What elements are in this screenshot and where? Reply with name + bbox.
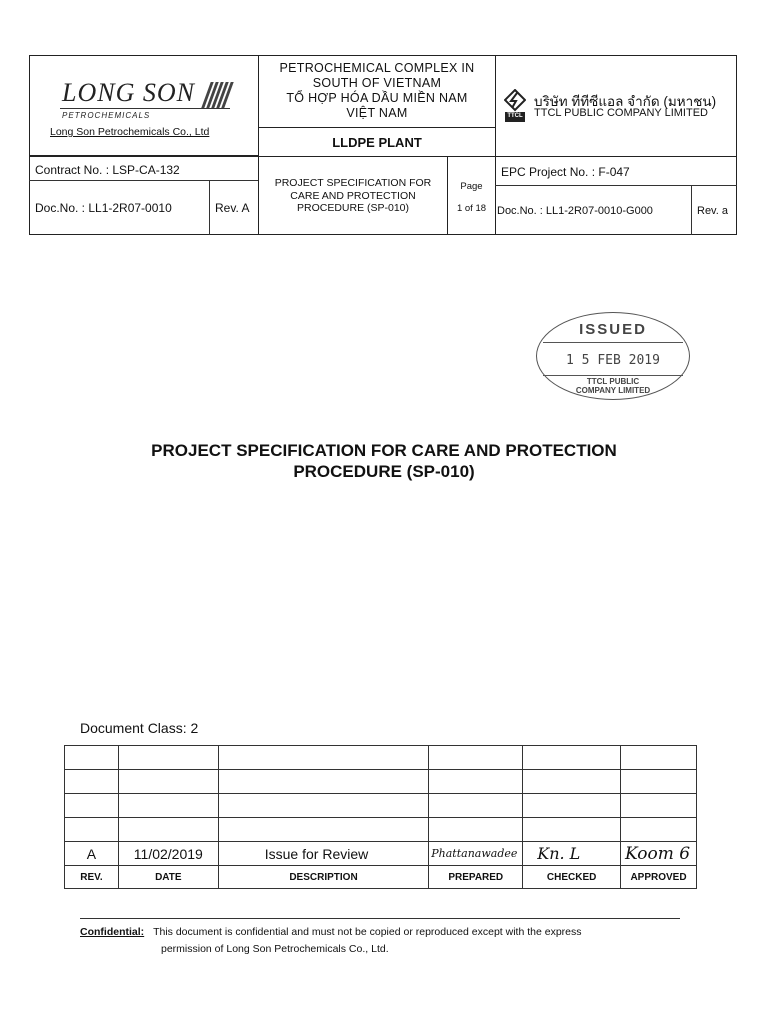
- doc-number-right: Doc.No. : LL1-2R07-0010-G000: [497, 205, 653, 217]
- rev-left: Rev. A: [215, 201, 250, 215]
- stamp-line-bottom: [543, 375, 683, 376]
- page-label: Page: [460, 181, 483, 192]
- confidential-text-2: permission of Long Son Petrochemicals Co., Ltd.: [161, 943, 389, 955]
- epc-divider: [495, 185, 737, 186]
- epc-project-number: EPC Project No. : F-047: [501, 165, 630, 179]
- issued-stamp: [536, 312, 690, 400]
- complex-line-2: SOUTH OF VIETNAM: [312, 76, 442, 90]
- table-row: [65, 746, 697, 770]
- rev-left-divider: [209, 180, 210, 235]
- rev-right-divider: [691, 185, 692, 235]
- ttcl-cell: [495, 55, 737, 157]
- stamp-line-top: [543, 342, 683, 343]
- confidential-text-1: This document is confidential and must not be copied or reproduced except with the express: [153, 926, 582, 938]
- table-row: [65, 842, 697, 866]
- approved-signature: Koom 6: [621, 842, 697, 866]
- complex-line-1: PETROCHEMICAL COMPLEX IN: [279, 61, 475, 75]
- stamp-company-1: TTCL PUBLIC: [586, 377, 640, 386]
- company-name-left: Long Son Petrochemicals Co., Ltd: [50, 126, 210, 138]
- plant-cell: [258, 127, 496, 157]
- header-prepared: PREPARED: [429, 866, 523, 889]
- confidential-note: [80, 918, 680, 958]
- header-description: DESCRIPTION: [218, 866, 429, 889]
- logo-subtitle: PETROCHEMICALS: [62, 111, 151, 120]
- ttcl-badge: TTCL: [507, 113, 523, 119]
- complex-line-4: VIỆT NAM: [346, 106, 408, 120]
- stamp-issued-label: ISSUED: [579, 321, 647, 338]
- spec-line-3: PROCEDURE (SP-010): [296, 202, 410, 214]
- contract-divider: [29, 180, 259, 181]
- stamp-date: 1 5 FEB 2019: [566, 353, 660, 368]
- complex-line-3: TỔ HỢP HÓA DẦU MIỀN NAM: [286, 91, 468, 105]
- spec-line-2: CARE AND PROTECTION: [290, 189, 416, 202]
- table-row: [65, 818, 697, 842]
- checked-signature: Kn. L: [523, 842, 621, 866]
- document-title: [80, 440, 688, 482]
- revision-table: [64, 745, 697, 889]
- rev-right: Rev. a: [697, 205, 728, 217]
- table-row: [65, 770, 697, 794]
- page-cell: [447, 156, 496, 235]
- long-son-logo: LONG SON: [62, 78, 195, 107]
- spec-cell: [258, 156, 448, 235]
- complex-cell: [258, 55, 496, 128]
- title-line-1: PROJECT SPECIFICATION FOR CARE AND PROTECTION: [151, 441, 617, 460]
- rev-value: A: [65, 842, 119, 866]
- prepared-signature: Phattanawadee: [429, 842, 523, 866]
- ttcl-english-name: TTCL PUBLIC COMPANY LIMITED: [534, 107, 708, 119]
- table-row: [65, 794, 697, 818]
- header-rev: REV.: [65, 866, 119, 889]
- confidential-label: Confidential:: [80, 926, 145, 938]
- page-value: 1 of 18: [456, 203, 487, 214]
- header-date: DATE: [118, 866, 218, 889]
- logo-rule: [60, 108, 230, 109]
- contract-number: Contract No. : LSP-CA-132: [35, 163, 180, 177]
- document-class: Document Class: 2: [80, 720, 199, 736]
- table-header-row: [65, 866, 697, 889]
- date-value: 11/02/2019: [118, 842, 218, 866]
- spec-line-1: PROJECT SPECIFICATION FOR: [274, 177, 432, 189]
- title-line-2: PROCEDURE (SP-010): [293, 462, 475, 481]
- logo-cell: [29, 55, 259, 156]
- ttcl-thai-name: บริษัท ทีทีซีแอล จำกัด (มหาชน): [534, 94, 717, 109]
- header-checked: CHECKED: [523, 866, 621, 889]
- doc-number-left: Doc.No. : LL1-2R07-0010: [35, 201, 172, 215]
- stamp-company-2: COMPANY LIMITED: [575, 386, 651, 395]
- document-header: [29, 55, 737, 235]
- plant-name: LLDPE PLANT: [332, 135, 422, 150]
- header-approved: APPROVED: [621, 866, 697, 889]
- description-value: Issue for Review: [218, 842, 429, 866]
